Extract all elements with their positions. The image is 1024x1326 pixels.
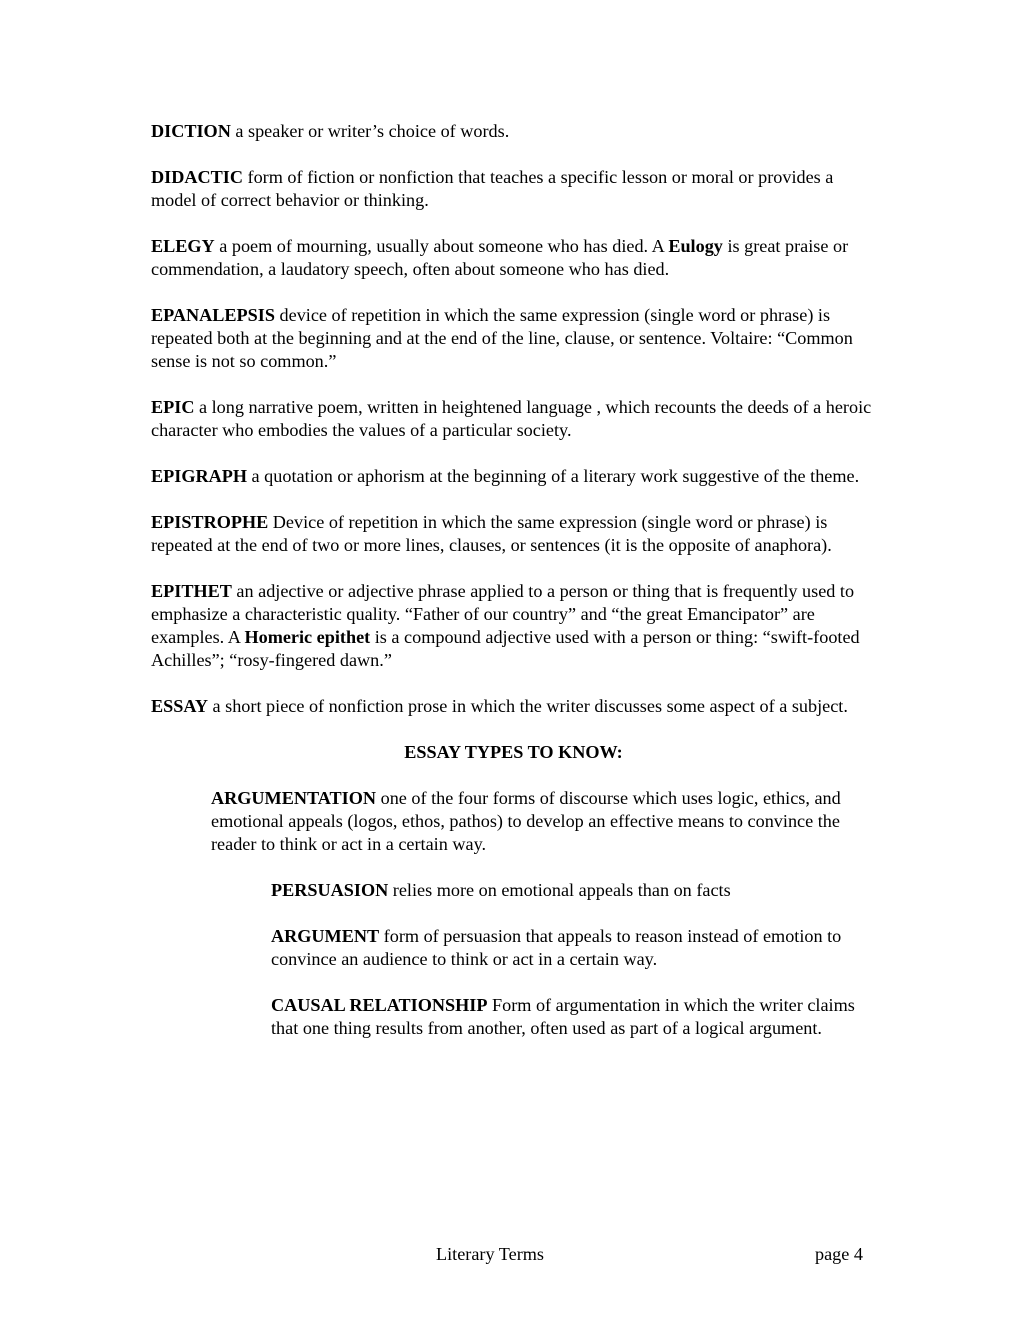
entry-essay [151,695,876,718]
term: ARGUMENT [271,926,380,946]
definition: a short piece of nonfiction prose in which the writer discusses some aspect of a subject. [207,696,848,716]
section-heading: ESSAY TYPES TO KNOW: [404,742,623,762]
definition-continued: is a compound adjective used with a person or thing: “swift-footed Achilles”; “rosy-fingered dawn.” [151,627,860,670]
definition: device of repetition in which the same expression (single word or phrase) is repeated both at the beginning and at the end of the line, clause, or sentence. Voltaire: “Common sense is not so common.” [151,305,853,371]
definition: a long narrative poem, written in heightened language , which recounts the deeds of a heroic character who embodies the values of a particular society. [151,397,872,440]
definition: a poem of mourning, usually about someone who has died. A [214,236,669,256]
entry-epic [151,396,876,442]
term: DIDACTIC [151,167,243,187]
term: EPIGRAPH [151,466,247,486]
entry-argument [271,925,876,971]
term: ELEGY [151,236,215,256]
entry-epithet [151,580,876,672]
page-number: page 4 [815,1244,863,1264]
entry-epistrophe [151,511,876,557]
term: EPANALEPSIS [151,305,275,325]
definition: a quotation or aphorism at the beginning of a literary work suggestive of the theme. [247,466,860,486]
entry-diction [151,120,876,143]
term: EPITHET [151,581,232,601]
glossary-content [151,120,876,1063]
entry-didactic [151,166,876,212]
definition: form of persuasion that appeals to reason instead of emotion to convince an audience to think or act in a certain way. [271,926,842,969]
entry-epigraph [151,465,876,488]
entry-argumentation [211,787,876,856]
entry-elegy [151,235,876,281]
term: EPISTROPHE [151,512,269,532]
definition: an adjective or adjective phrase applied to a person or thing that is frequently used to emphasize a characteristic quality. “Father of our country” and “the great Emancipator” are examples. A [151,581,855,647]
definition: one of the four forms of discourse which uses logic, ethics, and emotional appeals (logos, ethos, pathos) to develop an effective means to convince the reader to think or act in a certain way. [211,788,841,854]
definition: Device of repetition in which the same expression (single word or phrase) is repeated at the end of two or more lines, clauses, or sentences (it is the opposite of anaphora). [151,512,832,555]
definition: a speaker or writer’s choice of words. [230,121,510,141]
definition: Form of argumentation in which the writer claims that one thing results from another, often used as part of a logical argument. [271,995,855,1038]
entry-epanalepsis [151,304,876,373]
definition: form of fiction or nonfiction that teaches a specific lesson or moral or provides a model of correct behavior or thinking. [151,167,834,210]
term: EPIC [151,397,195,417]
term-eulogy: Eulogy [668,236,723,256]
term: ESSAY [151,696,208,716]
footer-title: Literary Terms [436,1244,544,1264]
entry-causal-relationship [271,994,876,1040]
entry-persuasion [271,879,876,902]
term: CAUSAL RELATIONSHIP [271,995,488,1015]
definition: relies more on emotional appeals than on facts [388,880,731,900]
term-homeric-epithet: Homeric epithet [244,627,371,647]
term: PERSUASION [271,880,389,900]
term: DICTION [151,121,231,141]
term: ARGUMENTATION [211,788,377,808]
definition-continued: is great praise or commendation, a laudatory speech, often about someone who has died. [151,236,849,279]
